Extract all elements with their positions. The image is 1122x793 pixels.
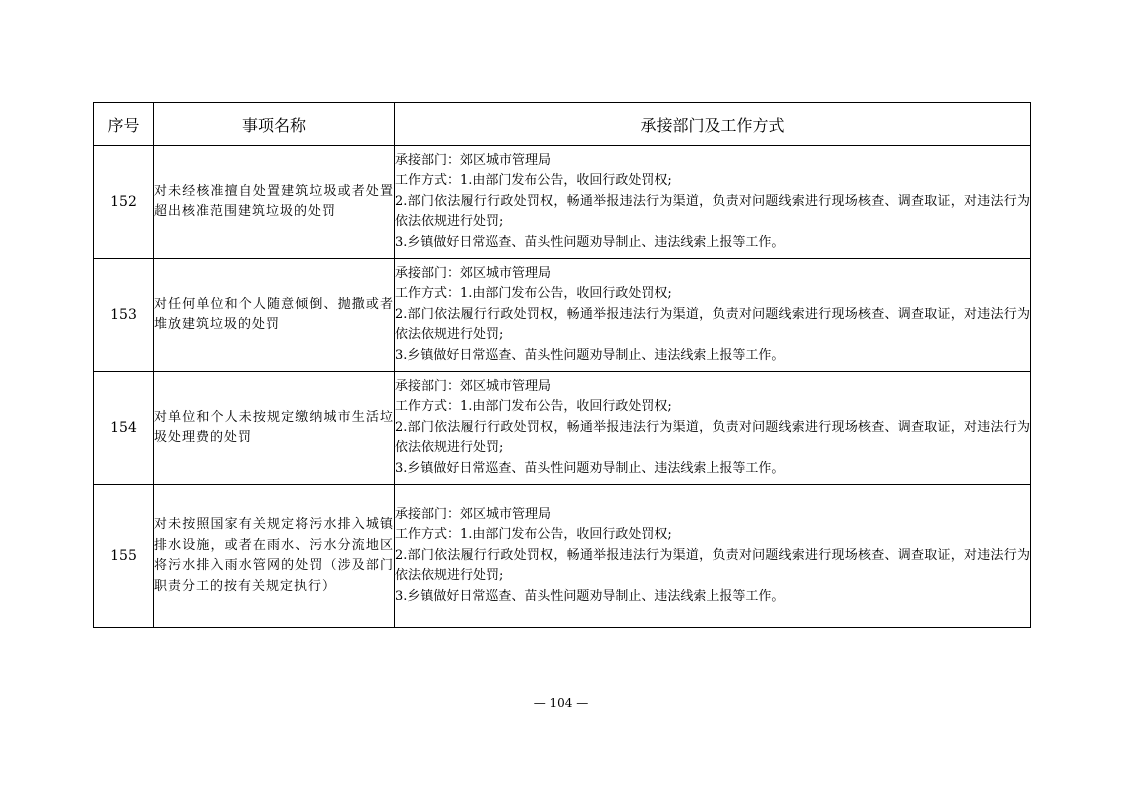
department-line: 承接部门：郊区城市管理局 xyxy=(395,152,552,168)
department-line: 承接部门：郊区城市管理局 xyxy=(395,506,552,522)
header-number: 序号 xyxy=(94,103,154,146)
page-number: — 104 — xyxy=(533,696,589,710)
method-line-1: 工作方式：1.由部门发布公告，收回行政处罚权; xyxy=(395,173,672,189)
item-table xyxy=(93,102,1031,628)
row-item-name: 对未经核准擅自处置建筑垃圾或者处置超出核准范围建筑垃圾的处罚 xyxy=(154,146,395,259)
method-line-3: 3.乡镇做好日常巡查、苗头性问题劝导制止、违法线索上报等工作。 xyxy=(395,347,785,363)
row-item-name: 对任何单位和个人随意倾倒、抛撒或者堆放建筑垃圾的处罚 xyxy=(154,259,395,372)
table-row xyxy=(94,372,1031,485)
row-department-method xyxy=(395,146,1031,259)
method-line-1: 工作方式：1.由部门发布公告，收回行政处罚权; xyxy=(395,399,672,415)
table-header-row xyxy=(94,103,1031,146)
row-number: 153 xyxy=(94,259,154,372)
method-line-1: 工作方式：1.由部门发布公告，收回行政处罚权; xyxy=(395,527,672,543)
header-item-name: 事项名称 xyxy=(154,103,395,146)
method-line-2: 2.部门依法履行行政处罚权，畅通举报违法行为渠道，负责对问题线索进行现场核查、调查取证，对违法行为依法依规进行处罚; xyxy=(395,193,1030,230)
method-line-3: 3.乡镇做好日常巡查、苗头性问题劝导制止、违法线索上报等工作。 xyxy=(395,460,785,476)
table-row xyxy=(94,146,1031,259)
row-number: 155 xyxy=(94,485,154,628)
row-department-method xyxy=(395,259,1031,372)
method-line-1: 工作方式：1.由部门发布公告，收回行政处罚权; xyxy=(395,286,672,302)
method-line-2: 2.部门依法履行行政处罚权，畅通举报违法行为渠道，负责对问题线索进行现场核查、调查取证，对违法行为依法依规进行处罚; xyxy=(395,419,1030,456)
row-department-method xyxy=(395,485,1031,628)
row-item-name: 对单位和个人未按规定缴纳城市生活垃圾处理费的处罚 xyxy=(154,372,395,485)
row-number: 152 xyxy=(94,146,154,259)
method-line-3: 3.乡镇做好日常巡查、苗头性问题劝导制止、违法线索上报等工作。 xyxy=(395,234,785,250)
row-department-method xyxy=(395,372,1031,485)
department-line: 承接部门：郊区城市管理局 xyxy=(395,378,552,394)
header-department-method: 承接部门及工作方式 xyxy=(395,103,1031,146)
table-row xyxy=(94,259,1031,372)
row-number: 154 xyxy=(94,372,154,485)
method-line-2: 2.部门依法履行行政处罚权，畅通举报违法行为渠道，负责对问题线索进行现场核查、调查取证，对违法行为依法依规进行处罚; xyxy=(395,547,1030,584)
method-line-3: 3.乡镇做好日常巡查、苗头性问题劝导制止、违法线索上报等工作。 xyxy=(395,588,785,604)
row-item-name: 对未按照国家有关规定将污水排入城镇排水设施，或者在雨水、污水分流地区将污水排入雨水管网的处罚（涉及部门职责分工的按有关规定执行） xyxy=(154,485,395,628)
table-row xyxy=(94,485,1031,628)
method-line-2: 2.部门依法履行行政处罚权，畅通举报违法行为渠道，负责对问题线索进行现场核查、调查取证，对违法行为依法依规进行处罚; xyxy=(395,306,1030,343)
department-line: 承接部门：郊区城市管理局 xyxy=(395,265,552,281)
